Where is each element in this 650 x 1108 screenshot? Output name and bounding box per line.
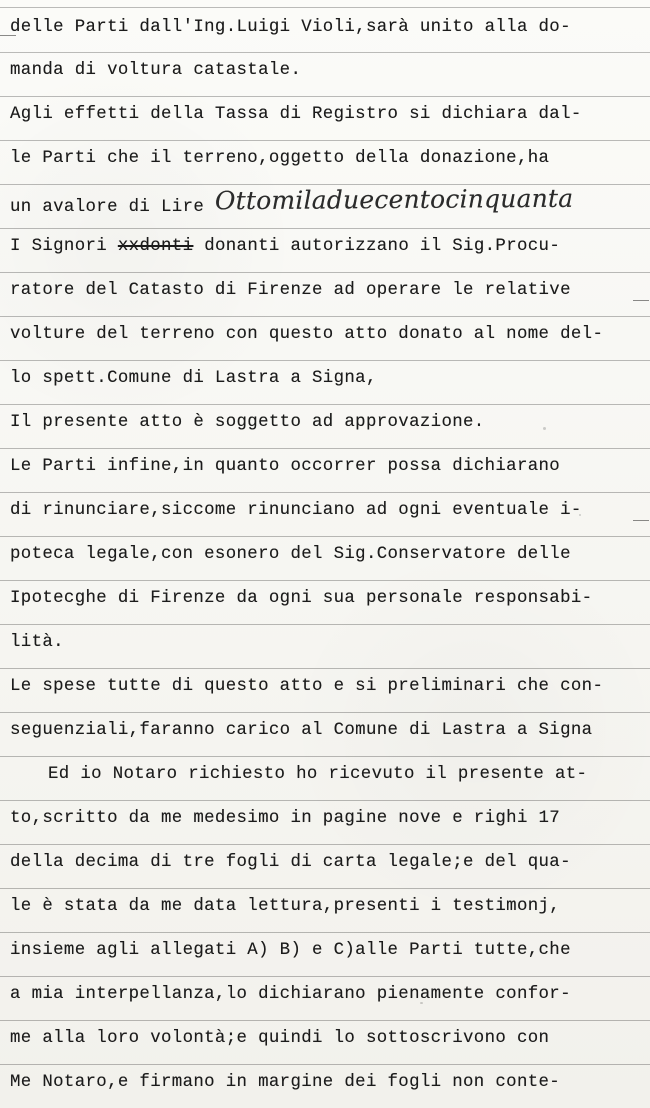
text-line-20: della decima di tre fogli di carta legale;e del qua- — [10, 853, 571, 872]
ruled-line — [0, 1020, 650, 1021]
value-label: un avalore di Lire — [10, 198, 205, 217]
text-line-14: Ipotecghe di Firenze da ogni sua personale responsabi- — [10, 589, 593, 608]
text-line-21: le è stata da me data lettura,presenti i testimonj, — [10, 897, 561, 916]
ruled-line — [0, 96, 650, 97]
ruled-line — [0, 272, 650, 273]
ruled-line — [0, 976, 650, 977]
handwritten-value: Ottomiladuecentocinquanta — [214, 183, 574, 216]
text-line-12: di rinunciare,siccome rinunciano ad ogni eventuale i- — [10, 501, 582, 520]
ruled-line — [0, 52, 650, 53]
text-line-4: le Parti che il terreno,oggetto della donazione,ha — [10, 149, 550, 168]
text-line-1: delle Parti dall'Ing.Luigi Violi,sarà unito alla do- — [10, 18, 571, 37]
struck-word: xxdonti — [117, 237, 194, 256]
text-line-17: seguenziali,faranno carico al Comune di Lastra a Signa — [10, 721, 593, 740]
ruled-line — [0, 668, 650, 669]
text-line-22: insieme agli allegati A) B) e C)alle Parti tutte,che — [10, 941, 571, 960]
ruled-line — [0, 140, 650, 141]
ruled-line — [0, 228, 650, 229]
ruled-line — [0, 844, 650, 845]
ruled-line — [0, 536, 650, 537]
ruled-line — [0, 1064, 650, 1065]
text-line-8: volture del terreno con questo atto donato al nome del- — [10, 325, 604, 344]
text-line-11: Le Parti infine,in quanto occorrer possa dichiarano — [10, 457, 561, 476]
ruled-line — [0, 448, 650, 449]
ruled-line — [0, 316, 650, 317]
text-line-16: Le spese tutte di questo atto e si preliminari che con- — [10, 677, 604, 696]
text-line-7: ratore del Catasto di Firenze ad operare le relative — [10, 281, 571, 300]
ruled-line — [0, 624, 650, 625]
ruled-line — [0, 888, 650, 889]
text-line-5 — [10, 183, 646, 217]
ruled-line — [0, 404, 650, 405]
left-margin-mark — [0, 35, 16, 36]
ruled-line — [0, 756, 650, 757]
text-line-24: me alla loro volontà;e quindi lo sottoscrivono con — [10, 1029, 550, 1048]
text-line-6 — [10, 233, 646, 261]
ruled-line — [0, 712, 650, 713]
ruled-line — [0, 800, 650, 801]
text-line-23: a mia interpellanza,lo dichiarano pienamente confor- — [10, 985, 571, 1004]
text-line-18: Ed io Notaro richiesto ho ricevuto il presente at- — [48, 765, 588, 784]
text-line-3: Agli effetti della Tassa di Registro si dichiara dal- — [10, 105, 582, 124]
ruled-line — [0, 7, 650, 8]
ruled-line — [0, 932, 650, 933]
paper-speck — [579, 514, 581, 516]
text-line-15: lità. — [10, 633, 64, 652]
text-line-19: to,scritto da me medesimo in pagine nove e righi 17 — [10, 809, 561, 828]
signori-label: I Signori — [10, 237, 108, 256]
text-line-10: Il presente atto è soggetto ad approvazione. — [10, 413, 485, 432]
text-line-2: manda di voltura catastale. — [10, 61, 302, 80]
text-line-13: poteca legale,con esonero del Sig.Conservatore delle — [10, 545, 571, 564]
paper-speck — [543, 427, 546, 430]
right-margin-mark — [633, 520, 649, 521]
donanti-text: donanti autorizzano il Sig.Procu- — [204, 237, 561, 256]
right-margin-mark — [633, 300, 649, 301]
ruled-line — [0, 580, 650, 581]
paper-speck — [420, 1002, 423, 1004]
text-line-9: lo spett.Comune di Lastra a Signa, — [10, 369, 377, 388]
ruled-line — [0, 492, 650, 493]
ruled-line — [0, 360, 650, 361]
text-line-25: Me Notaro,e firmano in margine dei fogli non conte- — [10, 1073, 561, 1092]
